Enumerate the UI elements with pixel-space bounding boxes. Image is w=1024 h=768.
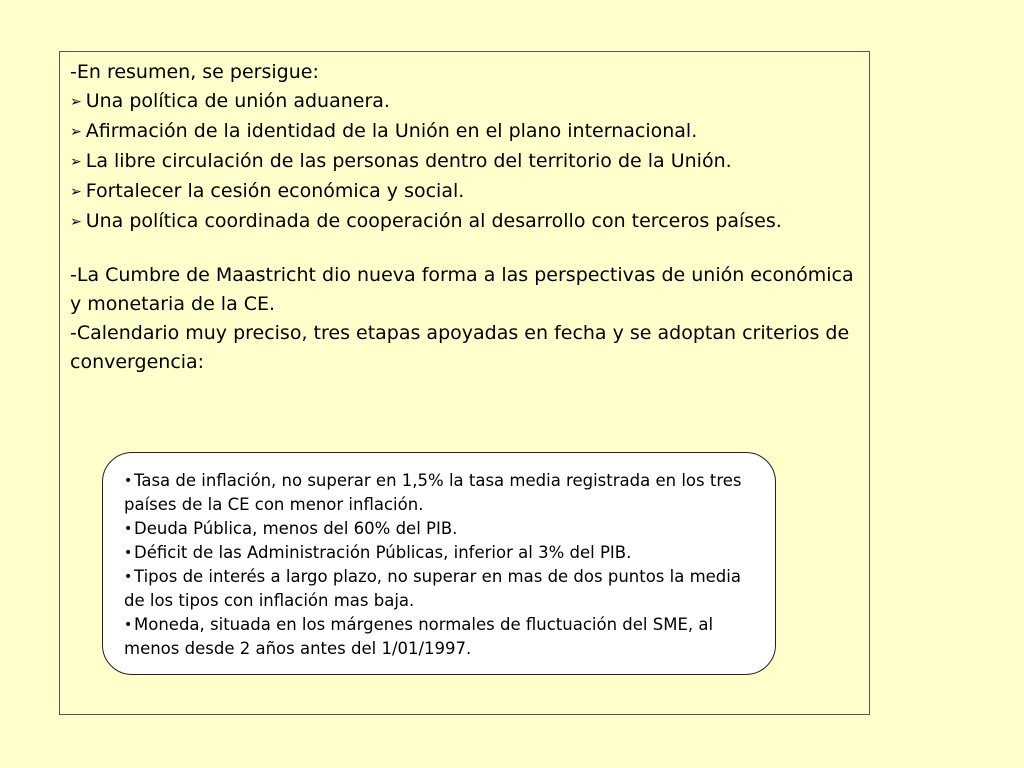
criteria-item: • Deuda Pública, menos del 60% del PIB. (124, 517, 764, 541)
paragraph-gap (70, 237, 855, 261)
bullet-icon: • (124, 473, 133, 489)
summary-item: ➢ Una política coordinada de cooperación al desarrollo con terceros países. (70, 207, 855, 237)
convergence-criteria-list (124, 469, 764, 661)
criteria-item: • Moneda, situada en los márgenes normales de fluctuación del SME, al menos desde 2 años antes del 1/01/1997. (124, 615, 714, 658)
arrow-bullet-icon: ➢ (70, 124, 82, 140)
arrow-bullet-icon: ➢ (70, 214, 82, 230)
bullet-icon: • (124, 569, 133, 585)
maastricht-paragraph: -La Cumbre de Maastricht dio nueva forma a las perspectivas de unión económica y monetaria de la CE. (70, 264, 854, 315)
bullet-icon: • (124, 521, 133, 537)
summary-intro: -En resumen, se persigue: (70, 61, 319, 83)
arrow-bullet-icon: ➢ (70, 154, 82, 170)
bullet-icon: • (124, 617, 133, 633)
criteria-item: • Déficit de las Administración Públicas, inferior al 3% del PIB. (124, 541, 764, 565)
summary-item: ➢ Fortalecer la cesión económica y social. (70, 177, 855, 207)
summary-item: ➢ La libre circulación de las personas dentro del territorio de la Unión. (70, 147, 855, 177)
summary-item: ➢ Afirmación de la identidad de la Unión en el plano internacional. (70, 117, 855, 147)
calendar-paragraph: -Calendario muy preciso, tres etapas apoyadas en fecha y se adoptan criterios de convergencia: (70, 322, 850, 373)
bullet-icon: • (124, 545, 133, 561)
slide-body (70, 58, 855, 377)
criteria-item: • Tipos de interés a largo plazo, no superar en mas de dos puntos la media de los tipos con inflación mas baja. (124, 567, 741, 610)
summary-item: ➢ Una política de unión aduanera. (70, 87, 855, 117)
arrow-bullet-icon: ➢ (70, 184, 82, 200)
criteria-item: • Tasa de inflación, no superar en 1,5% la tasa media registrada en los tres países de la CE con menor inflación. (124, 471, 742, 514)
arrow-bullet-icon: ➢ (70, 94, 82, 110)
